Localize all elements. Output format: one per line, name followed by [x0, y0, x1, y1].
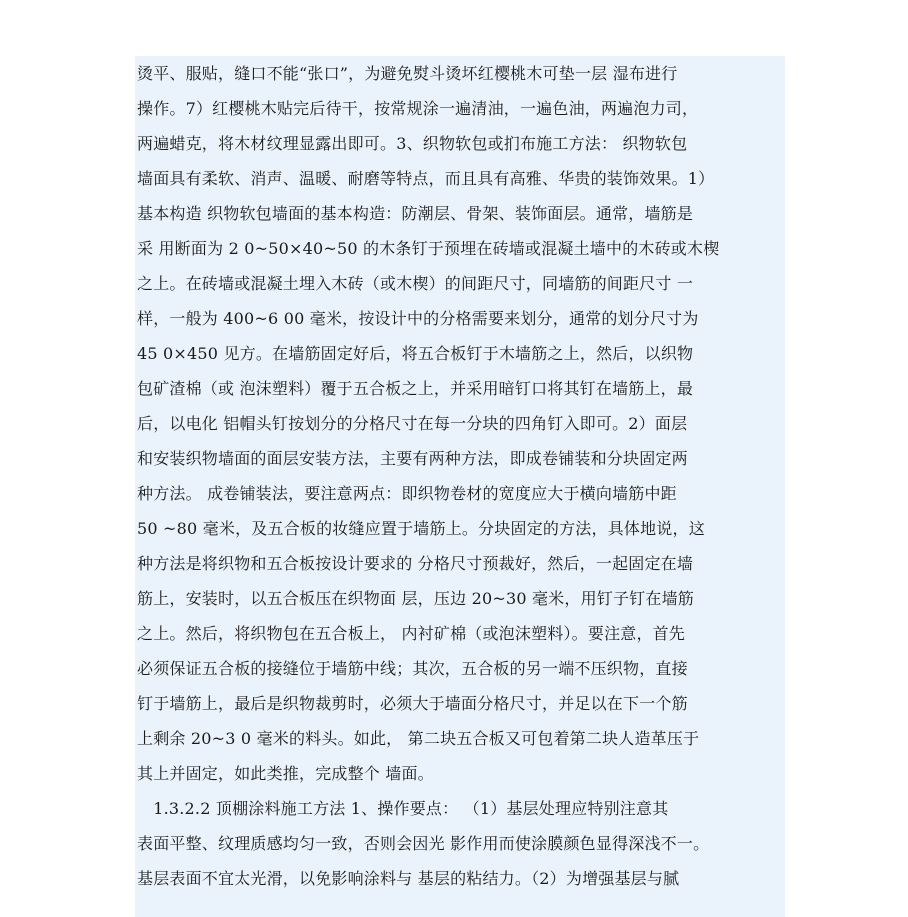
text-line: 种方法是将织物和五合板按设计要求的 分格尺寸预裁好，然后，一起固定在墙 [137, 554, 694, 573]
text-line: 50 ~80 毫米，及五合板的妆缝应置于墙筋上。分块固定的方法，具体地说，这 [137, 519, 705, 538]
text-line: 操作。7）红樱桃木贴完后待干，按常规涂一遍清油，一遍色油，两遍泡力司， [137, 99, 699, 118]
text-line: 之上。在砖墙或混凝土埋入木砖（或木楔）的间距尺寸，同墙筋的间距尺寸 一 [137, 274, 694, 293]
text-line: 钉于墙筋上，最后是织物裁剪时，必须大于墙面分格尺寸，并足以在下一个筋 [137, 694, 688, 713]
text-line: 样，一般为 400~6 00 毫米，按设计中的分格需要来划分，通常的划分尺寸为 [137, 309, 699, 328]
text-line: 包矿渣棉（或 泡沫塑料）覆于五合板之上，并采用暗钉口将其钉在墙筋上，最 [137, 379, 694, 398]
text-line: 45 0×450 见方。在墙筋固定好后，将五合板钉于木墙筋之上，然后，以织物 [137, 344, 694, 363]
text-line: 种方法。 成卷铺装法，要注意两点：即织物卷材的宽度应大于横向墙筋中距 [137, 484, 677, 503]
text-line: 烫平、服贴，缝口不能“张口”，为避免熨斗烫坏红樱桃木可垫一层 湿布进行 [137, 64, 678, 83]
text-line: 表面平整、纹理质感均匀一致，否则会因光 影作用而使涂膜颜色显得深浅不一。 [137, 834, 710, 853]
text-line: 上剩余 20~3 0 毫米的料头。如此， 第二块五合板又可包着第二块人造革压于 [137, 729, 700, 748]
text-line: 基本构造 织物软包墙面的基本构造：防潮层、骨架、装饰面层。通常，墙筋是 [137, 204, 694, 223]
text-line: 两遍蜡克，将木材纹理显露出即可。3、织物软包或扪布施工方法： 织物软包 [137, 134, 688, 153]
text-line: 和安装织物墙面的面层安装方法，主要有两种方法，即成卷铺装和分块固定两 [137, 449, 688, 468]
text-line: 必须保证五合板的接缝位于墙筋中线；其次，五合板的另一端不压织物，直接 [137, 659, 688, 678]
text-line: 基层表面不宜太光滑，以免影响涂料与 基层的粘结力。（2）为增强基层与腻 [137, 869, 680, 888]
text-line: 之上。然后，将织物包在五合板上， 内衬矿棉（或泡沫塑料）。要注意，首先 [137, 624, 686, 643]
section-heading-line: 1.3.2.2 顶棚涂料施工方法 1、操作要点： （1）基层处理应特别注意其 [137, 799, 669, 818]
text-line: 筋上，安装时，以五合板压在织物面 层，压边 20~30 毫米，用钉子钉在墙筋 [137, 589, 694, 608]
text-line: 其上并固定，如此类推，完成整个 墙面。 [137, 764, 434, 783]
text-line: 墙面具有柔软、消声、温暖、耐磨等特点，而且具有高雅、华贵的装饰效果。1） [137, 169, 715, 188]
text-line: 后，以电化 铝帽头钉按划分的分格尺寸在每一分块的四角钉入即可。2）面层 [137, 414, 688, 433]
text-line: 采 用断面为 2 0~50×40~50 的木条钉于预埋在砖墙或混凝土墙中的木砖或木楔 [137, 239, 720, 258]
